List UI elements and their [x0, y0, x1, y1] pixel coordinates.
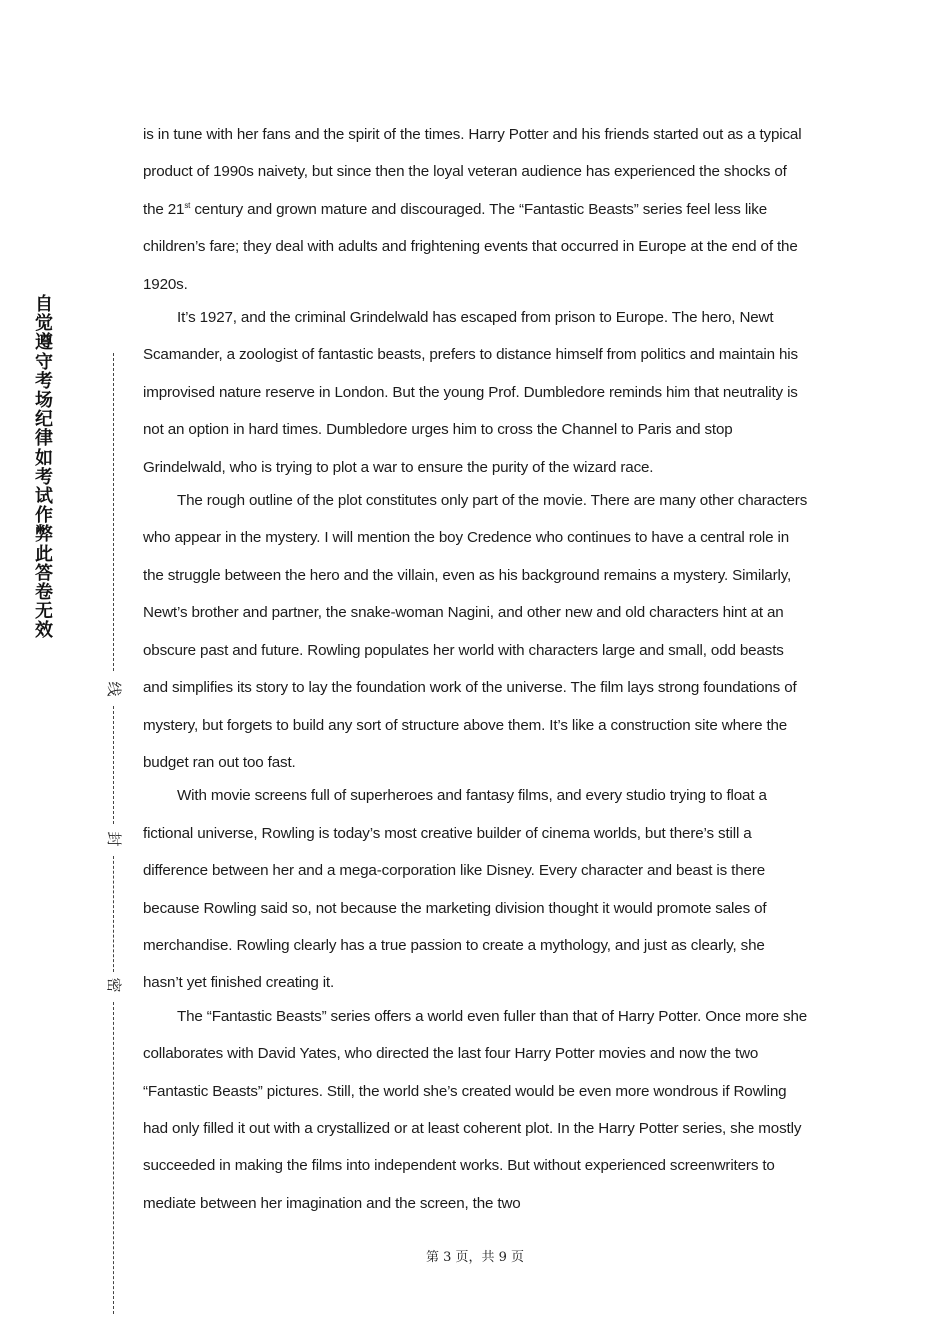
- binding-dashed-line: [113, 856, 114, 972]
- article-paragraph-5: The “Fantastic Beasts” series offers a world even fuller than that of Harry Potter. Once more she collaborates with David Yates, who directed the last four Harry Potter movies and now the two “Fantastic Beasts” pictures. Still, the world she’s created would be even more wondrous if Rowling had only filled it out with a crystallized or at least coherent plot. In the Harry Potter series, she mostly succeeded in making the films into independent works. But without experienced screenwriters to mediate between her imagination and the screen, the two: [143, 1007, 808, 1212]
- binding-dashed-line: [113, 353, 114, 671]
- binding-dashed-line: [113, 1002, 114, 1314]
- article-paragraph-3: The rough outline of the plot constitutes only part of the movie. There are many other characters who appear in the mystery. I will mention the boy Credence who continues to have a central role in the struggle between the hero and the villain, even as his background remains a mystery. Similarly, Newt’s brother and partner, the snake-woman Nagini, and other new and old characters hint at an obscure past and future. Rowling populates her world with characters large and small, odd beasts and simplifies its story to lay the foundation work of the universe. The film lays strong foundations of mystery, but forgets to build any sort of structure above them. It’s like a construction site where the budget ran out too fast.: [143, 492, 808, 771]
- article-body: [143, 116, 808, 1218]
- binding-secret-label: 密: [105, 977, 123, 993]
- article-paragraph-2: It’s 1927, and the criminal Grindelwald has escaped from prison to Europe. The hero, Newt Scamander, a zoologist of fantastic beasts, prefers to distance himself from politics and maintain his improvised nature reserve in London. But the young Prof. Dumbledore reminds him that neutrality is not an option in hard times. Dumbledore urges him to cross the Channel to Paris and stop Grindelwald, who is trying to plot a war to ensure the purity of the wizard race.: [143, 309, 798, 476]
- article-paragraph-4: With movie screens full of superheroes and fantasy films, and every studio trying to float a fictional universe, Rowling is today’s most creative builder of cinema worlds, but there’s still a difference between her and a mega-corporation like Disney. Every character and beast is there because Rowling said so, not because the marketing division thought it would promote sales of merchandise. Rowling clearly has a true passion to create a mythology, and just as clearly, she hasn’t yet finished creating it.: [143, 787, 767, 992]
- ordinal-suffix: st: [184, 200, 191, 210]
- binding-dashed-line: [113, 706, 114, 824]
- page-number-footer: 第 3 页，共 9 页: [425, 1250, 525, 1265]
- binding-seal-label: 封: [105, 831, 123, 847]
- paragraph-1-text: is in tune with her fans and the spirit of the times. Harry Potter and his friends started out as a typical product of 1990s naivety, but since then the loyal veteran audience has experienced the shocks of the 21: [143, 126, 802, 218]
- exam-discipline-warning: 自觉遵守考场纪律如考试作弊此答卷无效: [35, 294, 53, 642]
- binding-line-label: 线: [105, 681, 123, 697]
- paragraph-1-text-end: century and grown mature and discouraged. The “Fantastic Beasts” series feel less like children’s fare; they deal with adults and frightening events that occurred in Europe at the end of the 1920s.: [143, 200, 798, 293]
- article-paragraph-1: [143, 116, 808, 303]
